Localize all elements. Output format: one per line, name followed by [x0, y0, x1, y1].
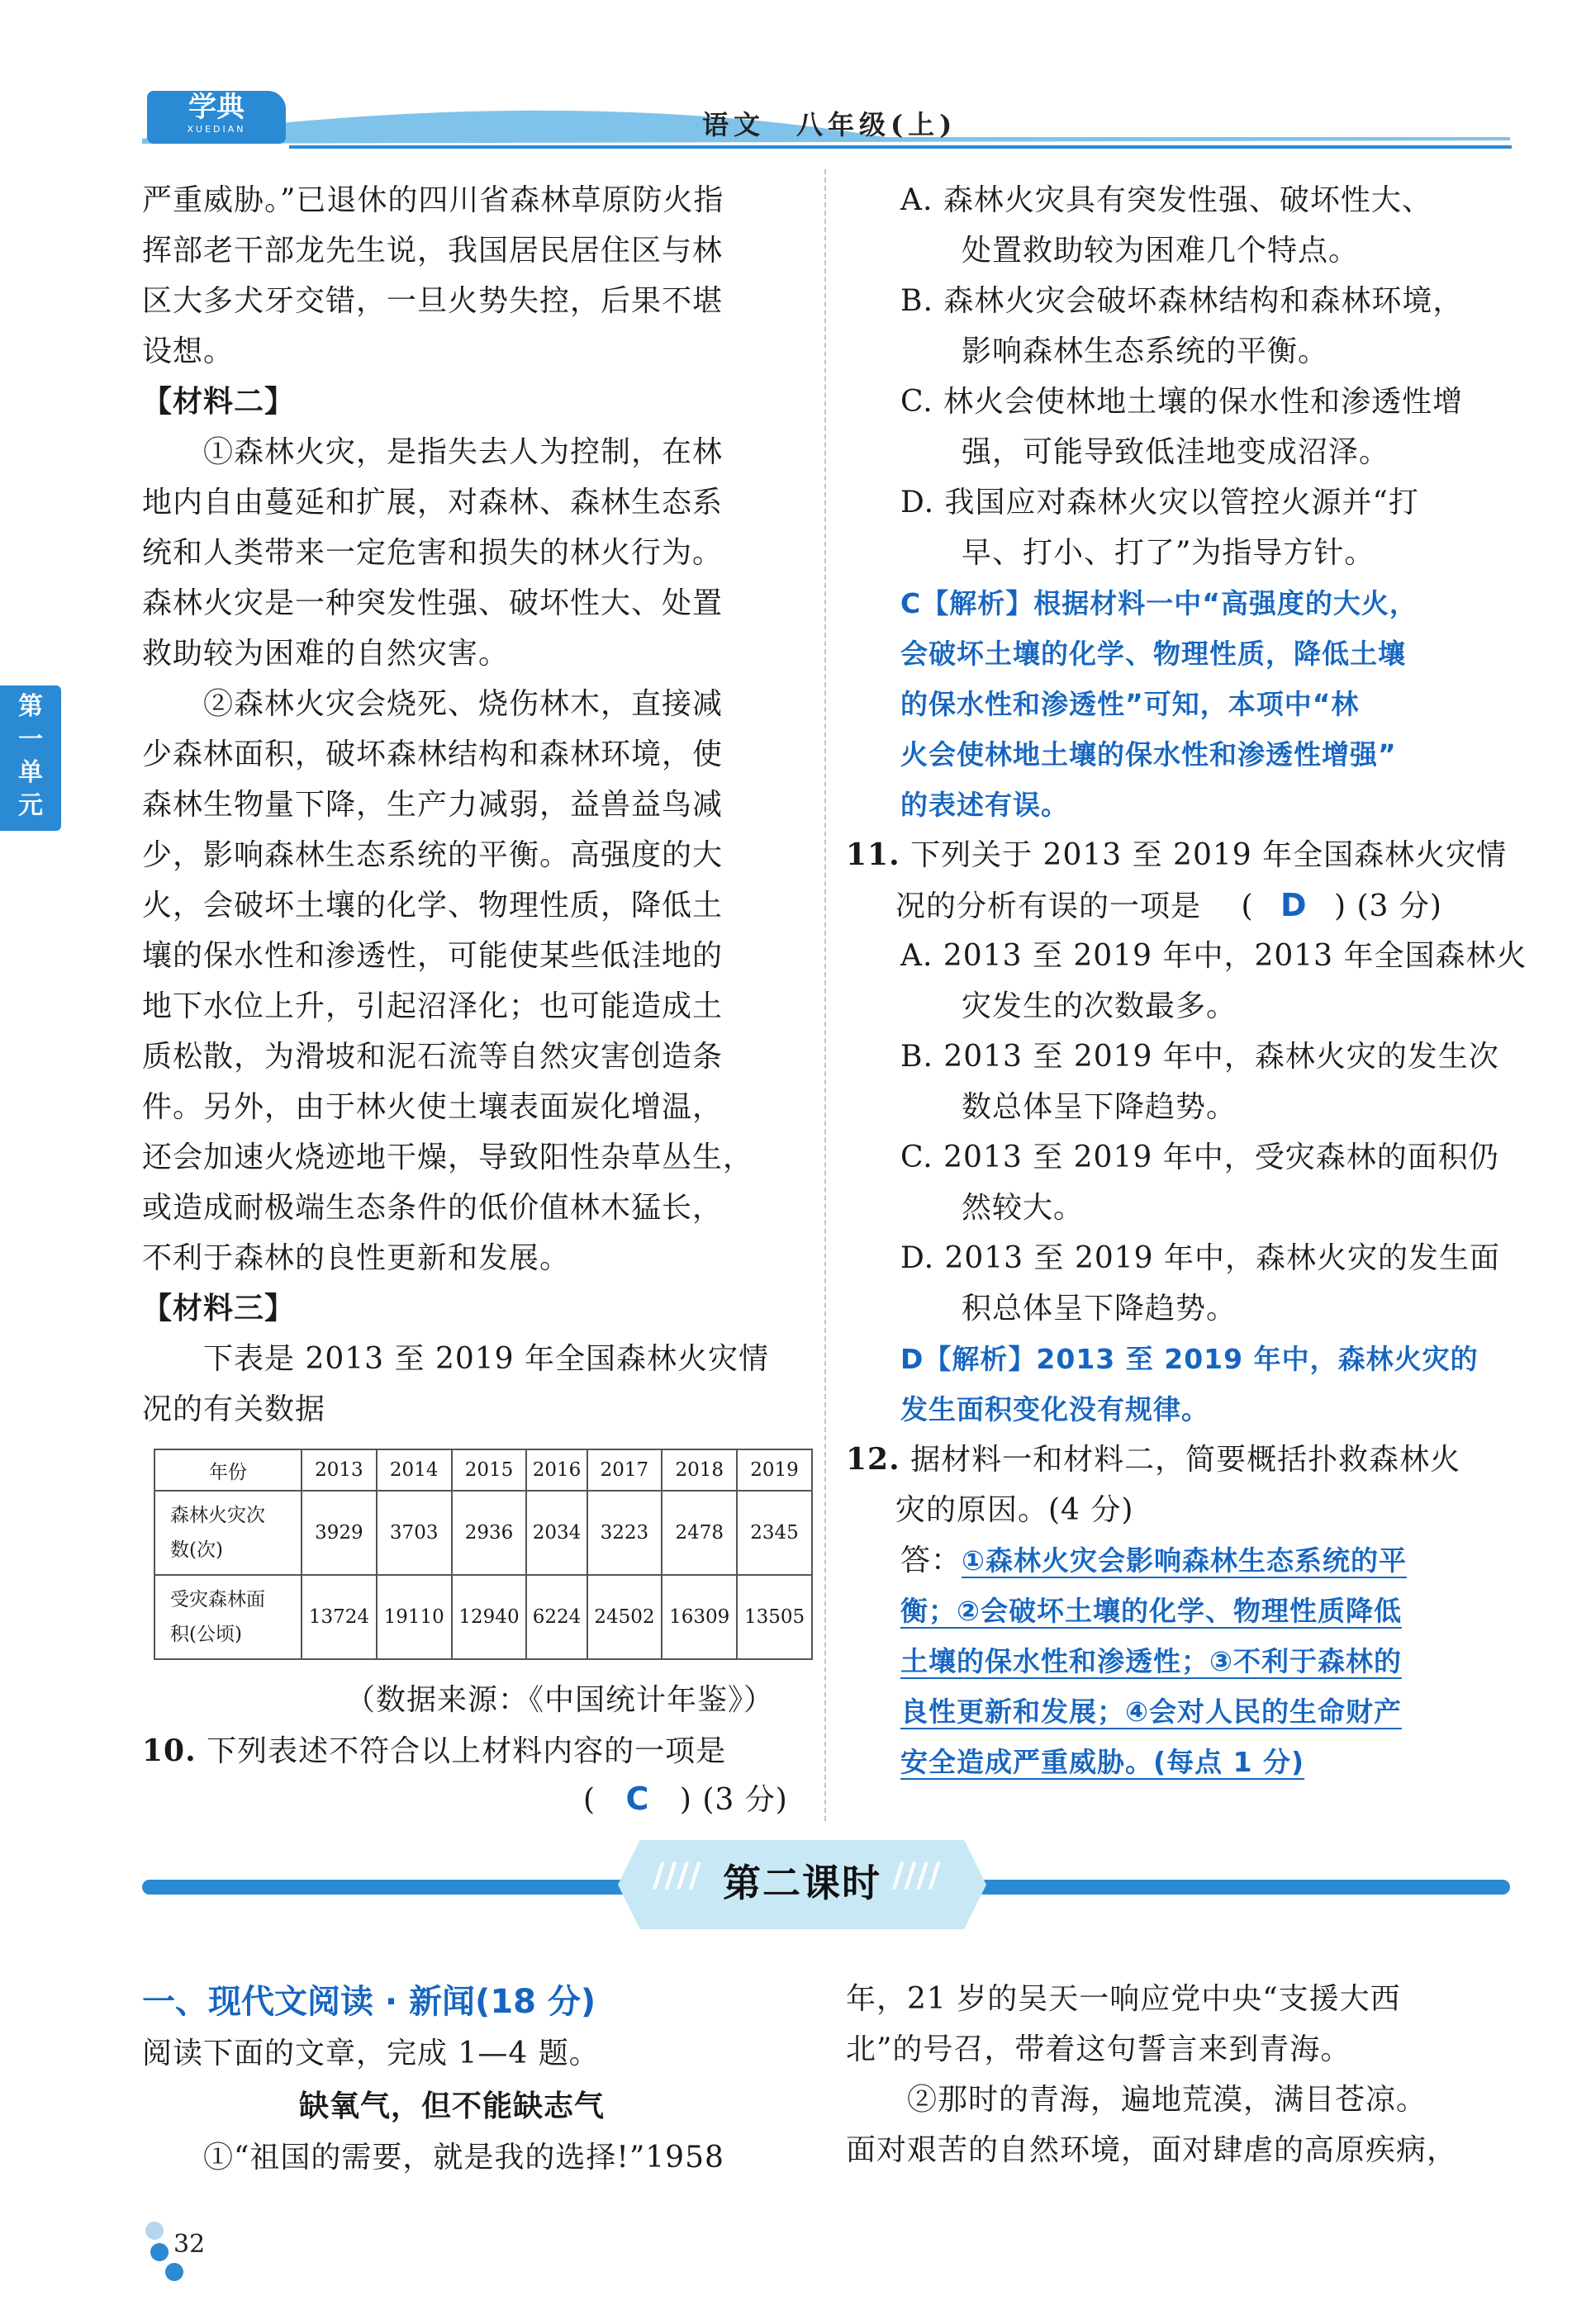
question-text: 灾的原因。(4 分) [895, 1493, 1134, 1527]
explanation-line: 会破坏土壤的化学、物理性质，降低土壤 [900, 638, 1406, 670]
row-label-line: 受灾森林面 [170, 1589, 265, 1610]
left-line: 森林生物量下降，生产力减弱，益兽益鸟减 [142, 788, 724, 822]
option-line: 积总体呈下降趋势。 [900, 1292, 1237, 1326]
left-line: 挥部老干部龙先生说，我国居民居住区与林 [142, 234, 724, 268]
header-title: 语文 八年级(上) [702, 109, 957, 140]
left-line: ①森林火灾，是指失去人为控制，在林 [142, 435, 724, 469]
question-number: 11. [846, 837, 900, 872]
left-line: 还会加速火烧迹地干燥，导致阳性杂草丛生， [142, 1141, 754, 1174]
logo-main: 学典 [188, 91, 245, 124]
option-line: 然较大。 [900, 1191, 1085, 1225]
left-line: 或造成耐极端生态条件的低价值林木猛长， [142, 1191, 724, 1225]
question-text: 据材料一和材料二，简要概括扑救森林火 [910, 1443, 1461, 1477]
material-two-heading: 【材料二】 [142, 384, 296, 419]
table-cell: 12940 [452, 1575, 527, 1659]
unit-side-tab-label: 第一单元 [18, 692, 43, 820]
question-11 [846, 830, 1507, 932]
option-line: 灾发生的次数最多。 [900, 989, 1237, 1023]
option-line: 影响森林生态系统的平衡。 [900, 334, 1329, 368]
answer-line: 安全造成严重威胁。(每点 1 分) [900, 1746, 1305, 1778]
question-text: 况的分析有误的一项是 [895, 889, 1202, 923]
lesson-title: 第二课时 [723, 1861, 881, 1905]
question-text: 下列关于 2013 至 2019 年全国森林火灾情 [910, 838, 1508, 872]
left-line: 救助较为困难的自然灾害。 [142, 637, 510, 671]
table-cell: 13724 [302, 1575, 377, 1659]
article-title: 缺氧气，但不能缺志气 [299, 2089, 606, 2123]
decor-dot [150, 2243, 169, 2261]
question-score: (3 分) [702, 1783, 788, 1817]
option-line: D. 我国应对森林火灾以管控火源并“打 [900, 486, 1419, 519]
table-row [154, 1491, 812, 1575]
table-cell: 19110 [377, 1575, 452, 1659]
year-cell: 2014 [377, 1449, 452, 1491]
option-line: C. 林火会使林地土壤的保水性和渗透性增 [900, 385, 1464, 419]
paren-open: ( [583, 1783, 596, 1817]
left-line: 地下水位上升，引起沼泽化；也可能造成土 [142, 989, 724, 1023]
table-cell: 2936 [452, 1491, 527, 1575]
paren-close: ) [679, 1783, 692, 1817]
material-three-heading: 【材料三】 [142, 1291, 296, 1326]
left-line: 设想。 [142, 334, 235, 368]
left-line: 件。另外，由于林火使土壤表面炭化增温， [142, 1090, 724, 1124]
option-line: B. 森林火灾会破坏森林结构和森林环境， [900, 284, 1464, 318]
left-line: 地内自由蔓延和扩展，对森林、森林生态系 [142, 486, 724, 519]
article-line: ②那时的青海，遍地荒漠，满目苍凉。 [846, 2083, 1427, 2117]
question-10 [142, 1726, 726, 1776]
row-label-line: 森林火灾次 [170, 1505, 265, 1526]
option-line: A. 2013 至 2019 年中，2013 年全国森林火 [900, 939, 1527, 973]
option-line: B. 2013 至 2019 年中，森林火灾的发生次 [900, 1040, 1499, 1074]
option-line: D. 2013 至 2019 年中，森林火灾的发生面 [900, 1241, 1501, 1275]
column-divider [824, 169, 826, 1821]
question-12-answer [900, 1535, 1407, 1787]
option-line: 强，可能导致低洼地变成沼泽。 [900, 435, 1390, 469]
table-header-row [154, 1449, 812, 1491]
forest-fire-data-table [154, 1449, 813, 1660]
left-line: 下表是 2013 至 2019 年全国森林火灾情 [142, 1342, 770, 1376]
row-label-line: 积(公顷) [170, 1624, 242, 1645]
left-line: 区大多犬牙交错，一旦火势失控，后果不堪 [142, 284, 724, 318]
paren-open: ( [1241, 889, 1254, 923]
table-cell: 3223 [587, 1491, 663, 1575]
left-line: 壤的保水性和渗透性，可能使某些低洼地的 [142, 939, 724, 973]
section-heading: 一、现代文阅读 · 新闻(18 分) [142, 1983, 596, 2021]
explanation-prefix: C【解析】 [900, 587, 1034, 619]
table-cell: 2034 [526, 1491, 587, 1575]
page-number: 32 [173, 2230, 206, 2259]
option-line: 处置救助较为困难几个特点。 [900, 234, 1360, 268]
answer-line: 土壤的保水性和渗透性；③不利于森林的 [900, 1645, 1402, 1677]
left-column [142, 175, 769, 1435]
header-rule [289, 145, 1512, 149]
row-label-line: 数(次) [170, 1539, 223, 1561]
left-line: 况的有关数据 [142, 1392, 326, 1426]
answer-line: 良性更新和发展；④会对人民的生命财产 [900, 1696, 1402, 1728]
publisher-logo [147, 91, 286, 144]
year-cell: 2018 [662, 1449, 737, 1491]
explanation-line: 火会使林地土壤的保水性和渗透性增强” [900, 738, 1397, 771]
option-line: 数总体呈下降趋势。 [900, 1090, 1237, 1124]
logo-sub: XUEDIAN [187, 124, 246, 135]
table-cell: 3929 [302, 1491, 377, 1575]
table-cell: 6224 [526, 1575, 587, 1659]
table-cell: 2345 [737, 1491, 812, 1575]
explanation-line: 的表述有误。 [900, 789, 1069, 821]
left-line: 统和人类带来一定危害和损失的林火行为。 [142, 536, 724, 570]
left-line: 不利于森林的良性更新和发展。 [142, 1241, 571, 1275]
question-11-options [900, 931, 1527, 1435]
paren-close: ) [1333, 889, 1347, 923]
left-line: 质松散，为滑坡和泥石流等自然灾害创造条 [142, 1040, 724, 1074]
option-line: C. 2013 至 2019 年中，受灾森林的面积仍 [900, 1141, 1499, 1174]
answer-mark: C [625, 1781, 650, 1817]
article-line: 面对艰苦的自然环境，面对肆虐的高原疾病， [846, 2133, 1458, 2167]
option-line: 早、打小、打了”为指导方针。 [900, 536, 1375, 570]
question-10-answer-line [583, 1774, 788, 1825]
year-cell: 2013 [302, 1449, 377, 1491]
table-cell: 16309 [662, 1575, 737, 1659]
right-column-options [900, 175, 1463, 830]
data-source: （数据来源：《中国统计年鉴》） [345, 1683, 775, 1717]
option-line: A. 森林火灾具有突发性强、破坏性大、 [900, 183, 1432, 217]
explanation-line: 的保水性和渗透性”可知，本项中“林 [900, 688, 1360, 720]
year-cell: 2016 [526, 1449, 587, 1491]
question-number: 12. [846, 1442, 900, 1477]
article-right-column [846, 1974, 1457, 2175]
decor-dot [165, 2263, 183, 2281]
left-line: 严重威胁。”已退休的四川省森林草原防火指 [142, 183, 724, 217]
article-line: 年，21 岁的吴天一响应党中央“支援大西 [846, 1982, 1401, 2016]
article-line: ①“祖国的需要，就是我的选择!”1958 [142, 2141, 724, 2175]
left-line: 少，影响森林生态系统的平衡。高强度的大 [142, 838, 724, 872]
explanation-line [900, 1334, 1527, 1384]
question-12 [846, 1435, 1460, 1535]
table-row [154, 1575, 812, 1659]
table-cell: 3703 [377, 1491, 452, 1575]
explanation-line: 发生面积变化没有规律。 [900, 1393, 1209, 1425]
question-number: 10. [142, 1734, 197, 1768]
year-cell: 2019 [737, 1449, 812, 1491]
table-header-cell: 年份 [154, 1449, 302, 1491]
answer-mark: D [1280, 887, 1308, 923]
year-cell: 2015 [452, 1449, 527, 1491]
banner-hatch-right: //// [892, 1857, 941, 1895]
table-cell: 24502 [587, 1575, 663, 1659]
left-line: 森林火灾是一种突发性强、破坏性大、处置 [142, 586, 724, 620]
explanation-text: 2013 至 2019 年中，森林火灾的 [1036, 1343, 1479, 1375]
answer-line: ①森林火灾会影响森林生态系统的平 [962, 1544, 1407, 1577]
unit-side-tab [0, 685, 61, 831]
banner-hatch-left: //// [653, 1857, 701, 1895]
table-cell: 2478 [662, 1491, 737, 1575]
left-line: 火，会破坏土壤的化学、物理性质，降低土 [142, 889, 724, 922]
question-text: 下列表述不符合以上材料内容的一项是 [207, 1734, 727, 1768]
explanation-prefix: D【解析】 [900, 1343, 1037, 1375]
reading-instruction: 阅读下面的文章，完成 1—4 题。 [142, 2037, 600, 2070]
explanation-line [900, 578, 1463, 628]
question-score: (3 分) [1356, 889, 1442, 923]
year-cell: 2017 [587, 1449, 663, 1491]
table-cell: 13505 [737, 1575, 812, 1659]
answer-line: 衡；②会破坏土壤的化学、物理性质降低 [900, 1595, 1402, 1627]
row-label-burned-area [154, 1575, 302, 1659]
left-line: 少森林面积，破坏森林结构和森林环境，使 [142, 738, 724, 771]
answer-label: 答： [900, 1544, 962, 1577]
article-line: 北”的号召，带着这句誓言来到青海。 [846, 2032, 1351, 2066]
row-label-fire-count [154, 1491, 302, 1575]
decor-dot [145, 2222, 164, 2240]
explanation-text: 根据材料一中“高强度的大火， [1033, 587, 1418, 619]
left-line: ②森林火灾会烧死、烧伤林木，直接减 [142, 687, 724, 721]
